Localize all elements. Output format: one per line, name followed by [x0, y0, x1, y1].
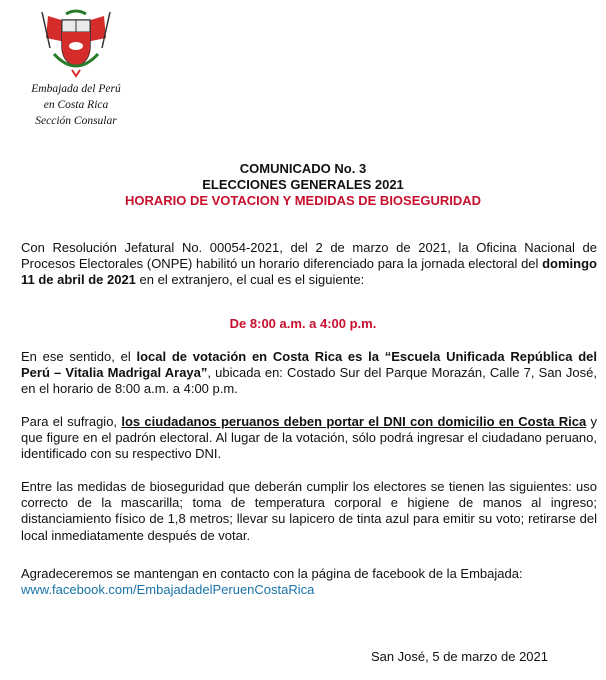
paragraph-location-text-a: En ese sentido, el: [21, 349, 137, 364]
paragraph-resolution: [21, 240, 597, 289]
paragraph-location-text-b: , ubicada en: Costado Sur del Parque Morazán, Calle 7, San José, en el horario de 8:00 a.m. a 4:00 p.m.: [21, 365, 597, 397]
coat-of-arms-emblem: [38, 8, 114, 80]
letterhead-line-3: Sección Consular: [35, 115, 117, 127]
facebook-link[interactable]: www.facebook.com/EmbajadadelPeruenCostaRica: [21, 582, 315, 598]
voting-schedule: De 8:00 a.m. a 4:00 p.m.: [229, 316, 377, 331]
heading-subject: HORARIO DE VOTACION Y MEDIDAS DE BIOSEGURIDAD: [124, 193, 482, 208]
paragraph-location: [21, 349, 597, 398]
paragraph-dni-text-a: Para el sufragio,: [21, 414, 122, 429]
heading-number: COMUNICADO No. 3: [239, 161, 367, 176]
communique-heading: [0, 161, 606, 209]
letterhead-line-2: en Costa Rica: [43, 99, 109, 111]
paragraph-contact-text: Agradeceremos se mantengan en contacto con la página de facebook de la Embajada:: [21, 566, 523, 581]
paragraph-contact: [21, 566, 597, 598]
paragraph-dni-text-b: y que figure en el padrón electoral. Al lugar de la votación, sólo podrá ingresar el ciudadano peruano, identificado con su respectivo DNI.: [21, 414, 597, 462]
paragraph-resolution-text-b: en el extranjero, el cual es el siguiente:: [135, 272, 365, 288]
paragraph-biosecurity: [21, 479, 597, 544]
paragraph-dni: [21, 414, 597, 463]
letterhead: [0, 81, 152, 129]
paragraph-biosecurity-text: Entre las medidas de bioseguridad que deberán cumplir los electores se tienen las siguientes: uso correcto de la mascarilla; toma de temperatura corporal e higiene de manos al ingreso; distanciamiento físico de 1,8 metros; llevar su lapicero de tinta azul para emitir su voto; retirarse del local inmediatamente después de votar.: [21, 479, 597, 543]
election-date: domingo 11 de abril de 2021: [21, 256, 597, 288]
paragraph-resolution-text-a: Con Resolución Jefatural No. 00054-2021, del 2 de marzo de 2021, la Oficina Nacional de Procesos Electorales (ONPE) habilitó un horario diferenciado para la jornada electoral del: [21, 240, 597, 272]
dni-requirement: los ciudadanos peruanos deben portar el DNI con domicilio en Costa Rica: [121, 414, 587, 429]
signoff-date: San José, 5 de marzo de 2021: [370, 649, 548, 664]
letterhead-line-1: Embajada del Perú: [31, 83, 121, 95]
voting-location: local de votación en Costa Rica es la “Escuela Unificada República del Perú – Vitalia Madrigal Araya”: [21, 349, 597, 381]
heading-elections: ELECCIONES GENERALES 2021: [202, 177, 404, 192]
